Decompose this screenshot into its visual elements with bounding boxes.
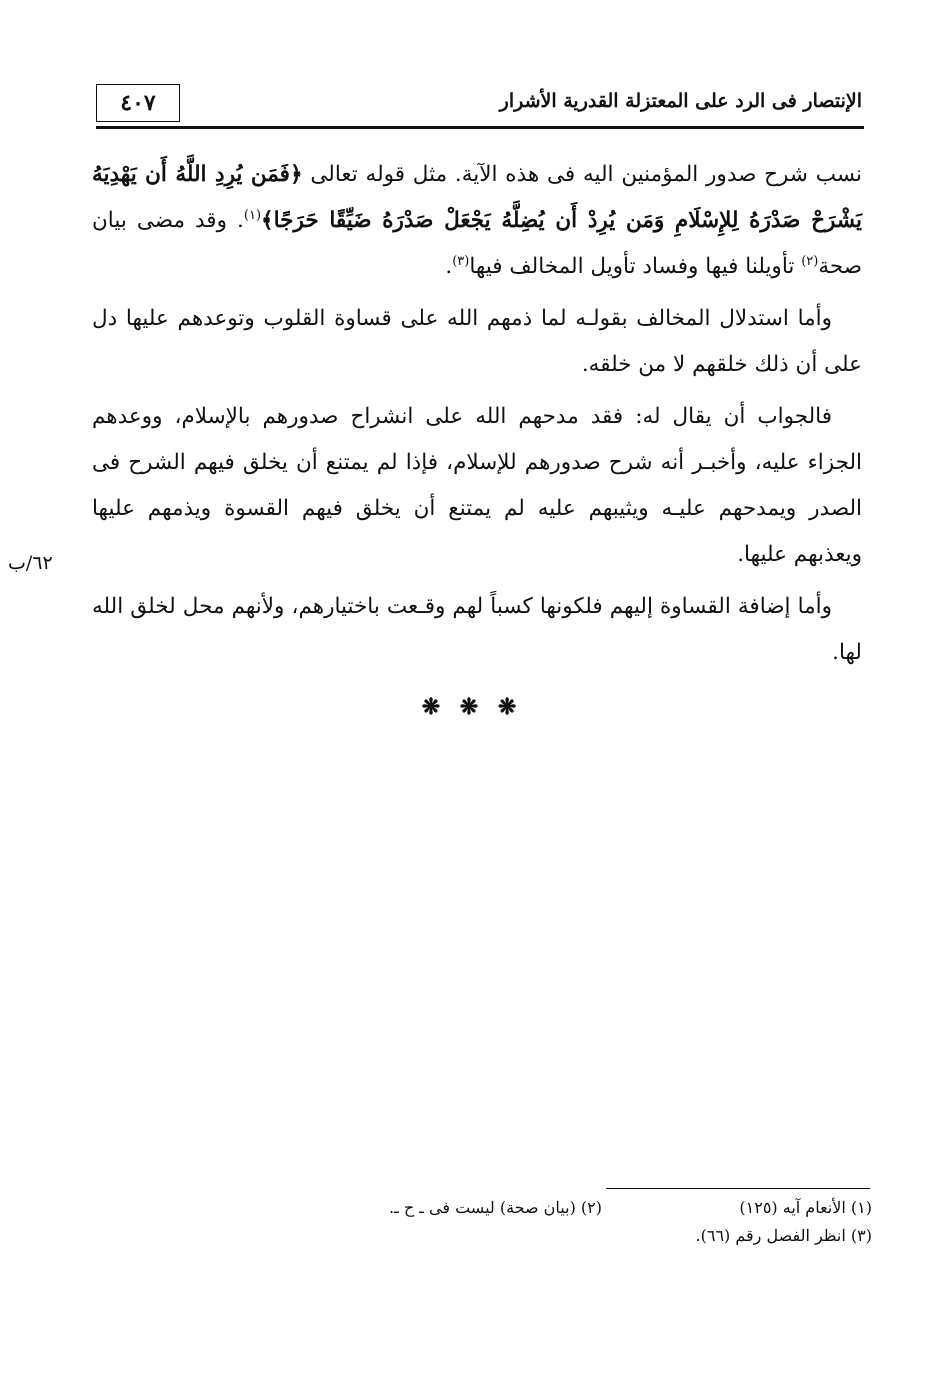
paragraph-3: فالجواب أن يقال له: فقد مدحهم الله على انشراح صدورهم بالإسلام، ووعدهم الجزاء عليه، وأخبـر أنه شرح صدورهم للإسلام، فإذا لم يمتنع أن يخلق فيهم الشرح فى الصدر ويمدحهم عليـه ويثيبهم عليه لم يمتنع أن يخلق فيهم القسوة ويذمهم عليها ويعذبهم عليها. [92,404,862,567]
quran-verse: ﴿فَمَن يُرِدِ اللَّهُ أَن يَهْدِيَهُ يَشْرَحْ صَدْرَهُ لِلإِسْلَامِ وَمَن يُرِدْ أَن يُضِلَّهُ يَجْعَلْ صَدْرَهُ ضَيِّقًا حَرَجًا﴾ [92,162,862,233]
page-number: ٤٠٧ [120,90,156,116]
page-number-box [96,84,180,122]
paragraph-1-text-b: . وقد مضى بيان صحة [92,208,862,279]
header-divider [96,126,864,129]
manuscript-folio-note: ٦٢/ب [8,552,53,574]
paragraph-1 [92,152,862,290]
footnote-3: (٣) انظر الفصل رقم (٦٦). [695,1226,872,1245]
main-text [92,152,862,682]
footnote-ref-2: (٢) [801,253,819,269]
footnote-ref-3: (٣) [452,253,470,269]
paragraph-1-text-a: نسب شرح صدور المؤمنين اليه فى هذه الآية. مثل قوله تعالى [302,162,863,187]
footnote-1: (١) الأنعام آيه (١٢٥) [739,1198,872,1217]
footnote-row-2 [272,1222,872,1250]
footnotes [272,1194,872,1250]
paragraph-2: وأما استدلال المخالف بقولـه لما ذمهم الله على قساوة القلوب وتوعدهم عليها دل على أن ذلك خلقهم لا من خلقه. [92,306,862,377]
footnote-2: (٢) (بيان صحة) ليست فى ـ ح ـ. [388,1198,602,1217]
footnote-ref-1: (١) [243,207,262,223]
section-separator: ❋ ❋ ❋ [421,694,523,720]
running-header-title: الإنتصار فى الرد على المعتزلة القدرية الأشرار [499,90,862,112]
footnote-row-1 [272,1194,872,1222]
paragraph-4: وأما إضافة القساوة إليهم فلكونها كسباً لهم وقـعت باختيارهم، ولأنهم محل لخلق الله لها. [92,594,862,665]
paragraph-1-text-d: . [445,254,453,279]
paragraph-1-text-c: تأويلنا فيها وفساد تأويل المخالف فيها [469,254,802,279]
footnote-divider [606,1188,870,1189]
